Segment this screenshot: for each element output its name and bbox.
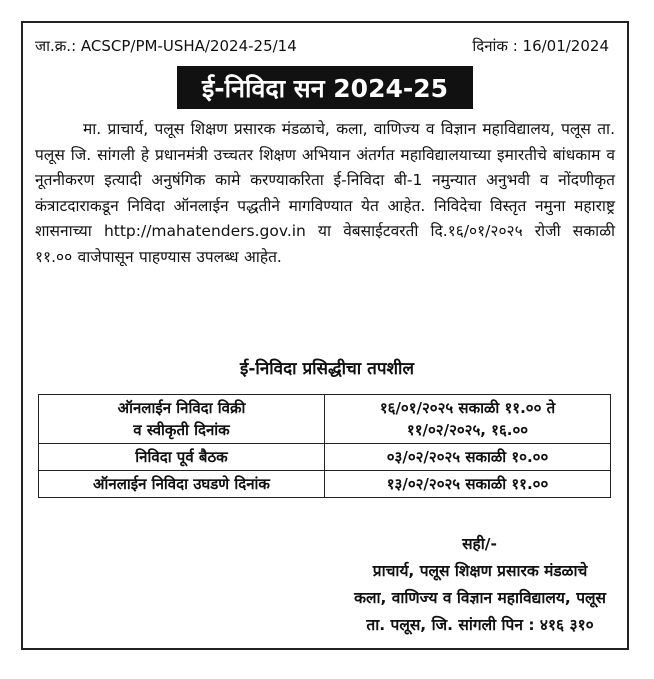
signature-block <box>354 531 606 639</box>
schedule-value <box>325 395 611 444</box>
schedule-label-line: ऑनलाईन निविदा विक्री <box>117 399 246 417</box>
table-row <box>39 395 611 444</box>
table-row <box>39 471 611 498</box>
signature-mark: सही/- <box>462 535 497 553</box>
schedule-heading: ई-निविदा प्रसिद्धीचा तपशील <box>240 359 414 379</box>
notice-body: मा. प्राचार्य, पलूस शिक्षण प्रसारक मंडळाचे, कला, वाणिज्य व विज्ञान महाविद्यालय, पलूस ता. पलूस जि. सांगली हे प्रधानमंत्री उच्चतर शिक्षण अभियान अंतर्गत महाविद्यालयाच्या इमारतीचे बांधकाम व नूतनीकरण इत्यादी अनुषंगिक कामे करण्याकरिता ई-निविदा बी-1 नमुन्यात अनुभवी व नोंदणीकृत कंत्राटदाराकडून निविदा ऑनलाईन पद्धतीने मागविण्यात येत आहेत. निविदेचा विस्तृत नमुना महाराष्ट्र शासनाच्या http://mahatenders.gov.in या वेबसाईटवरती दि.१६/०१/२०२५ रोजी सकाळी ११.०० वाजेपासून पाहण्यास उपलब्ध आहेत. <box>35 120 615 266</box>
reference-number: जा.क्र.: ACSCP/PM-USHA/2024-25/14 <box>35 37 297 55</box>
notice-title: ई-निविदा सन 2024-25 <box>177 66 473 109</box>
schedule-table <box>38 394 611 498</box>
schedule-value-line: १६/०१/२०२५ सकाळी ११.०० ते <box>379 399 556 417</box>
schedule-label: ऑनलाईन निविदा उघडणे दिनांक <box>39 471 325 498</box>
signatory-title: प्राचार्य, पलूस शिक्षण प्रसारक मंडळाचे <box>372 562 588 580</box>
schedule-label <box>39 395 325 444</box>
signatory-address: ता. पलूस, जि. सांगली पिन : ४१६ ३१० <box>366 616 594 634</box>
signatory-college: कला, वाणिज्य व विज्ञान महाविद्यालय, पलूस <box>354 589 606 607</box>
schedule-label-line: व स्वीकृती दिनांक <box>133 421 230 439</box>
schedule-value-line: ११/०२/२०२५, १६.०० <box>406 421 529 439</box>
schedule-value: ०३/०२/२०२५ सकाळी १०.०० <box>325 444 611 471</box>
schedule-value: १३/०२/२०२५ सकाळी ११.०० <box>325 471 611 498</box>
table-row <box>39 444 611 471</box>
notice-date: दिनांक : 16/01/2024 <box>472 37 609 55</box>
schedule-label: निविदा पूर्व बैठक <box>39 444 325 471</box>
